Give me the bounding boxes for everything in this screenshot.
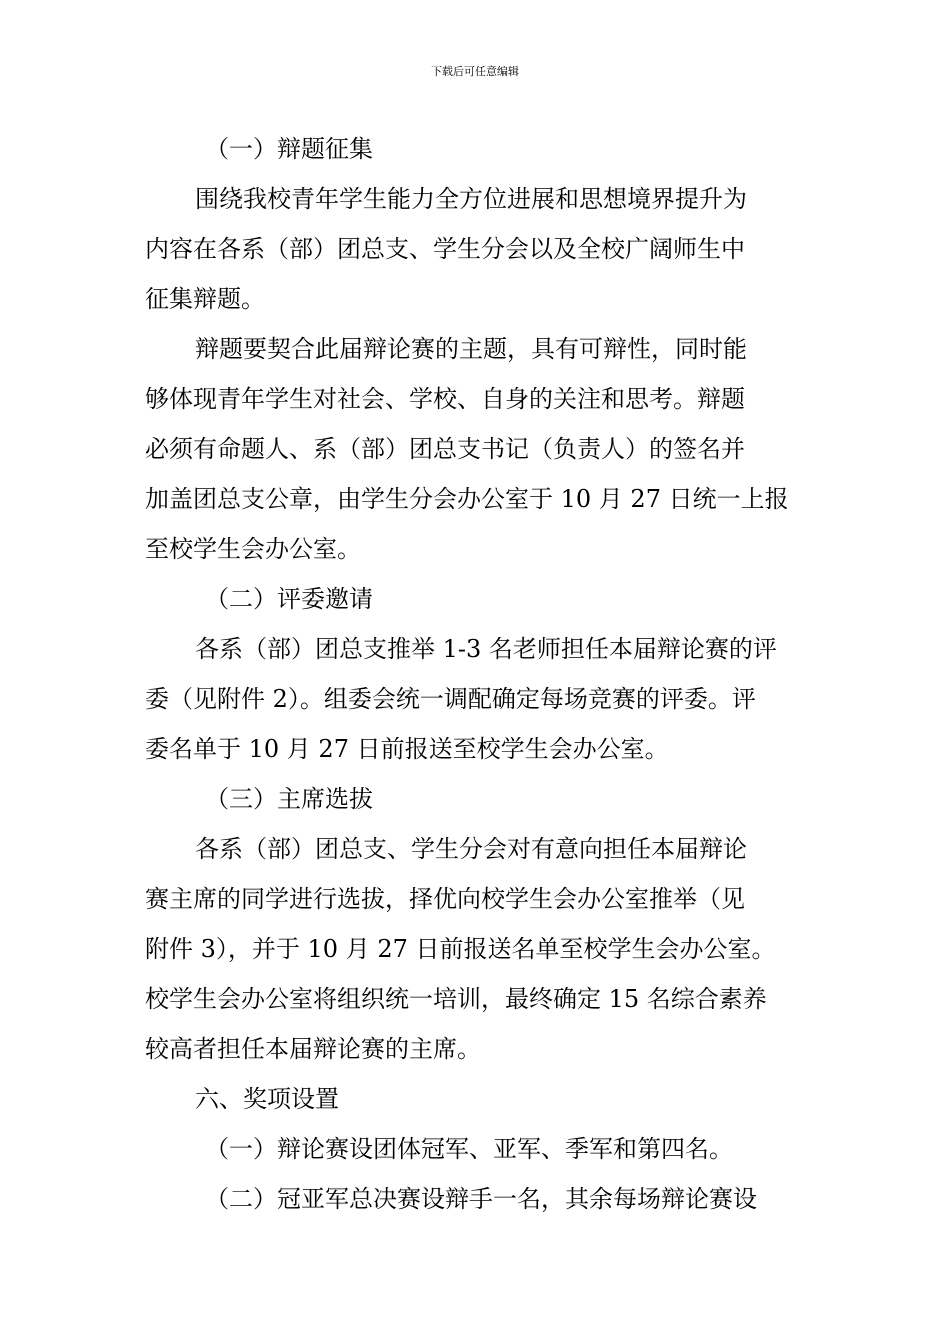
paragraph-line: 各系（部）团总支推举 1-3 名老师担任本届辩论赛的评 [195,635,777,663]
paragraph-line: 加盖团总支公章，由学生分会办公室于 10 月 27 日统一上报 [145,485,789,513]
paragraph-line: 较高者担任本届辩论赛的主席。 [145,1035,481,1063]
paragraph-line: 征集辩题。 [145,285,265,313]
page-header: 下载后可任意编辑 [431,65,519,78]
paragraph-line: 赛主席的同学进行选拔，择优向校学生会办公室推举（见 [145,885,745,913]
paragraph-line: 附件 3），并于 10 月 27 日前报送名单至校学生会办公室。 [145,935,776,963]
paragraph-line: 辩题要契合此届辩论赛的主题，具有可辩性，同时能 [195,335,747,363]
paragraph-line: 围绕我校青年学生能力全方位进展和思想境界提升为 [195,185,747,213]
paragraph-line: 委名单于 10 月 27 日前报送至校学生会办公室。 [145,735,669,763]
paragraph-line: 必须有命题人、系（部）团总支书记（负责人）的签名并 [145,435,745,463]
document-body [145,124,810,1224]
section-heading-awards: 六、奖项设置 [195,1085,339,1113]
paragraph-line: 至校学生会办公室。 [145,535,361,563]
paragraph-line: （二）冠亚军总决赛设辩手一名，其余每场辩论赛设 [205,1185,757,1213]
paragraph-line: 够体现青年学生对社会、学校、自身的关注和思考。辩题 [145,385,745,413]
paragraph-line: 各系（部）团总支、学生分会对有意向担任本届辩论 [195,835,747,863]
paragraph-line: 校学生会办公室将组织统一培训，最终确定 15 名综合素养 [145,985,767,1013]
section-heading-chair-selection: （三）主席选拔 [205,785,373,813]
paragraph-line: 内容在各系（部）团总支、学生分会以及全校广阔师生中 [145,235,745,263]
paragraph-line: 委（见附件 2）。组委会统一调配确定每场竞赛的评委。评 [145,685,756,713]
paragraph-line: （一）辩论赛设团体冠军、亚军、季军和第四名。 [205,1135,733,1163]
section-heading-judge-invitation: （二）评委邀请 [205,585,373,613]
section-heading-topic-collection: （一）辩题征集 [205,135,373,163]
